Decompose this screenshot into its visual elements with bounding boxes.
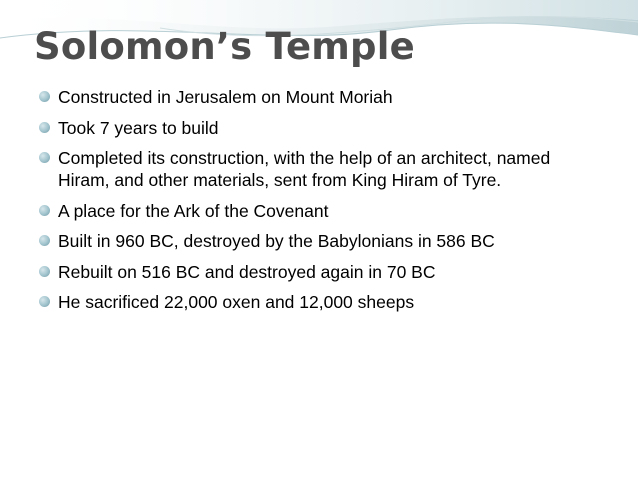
bullet-text: Took 7 years to build [58,117,219,138]
bullet-item [39,117,599,139]
bullet-item [39,230,599,252]
bullet-text: He sacrificed 22,000 oxen and 12,000 sheeps [58,292,415,312]
bullet-item [39,200,599,222]
slide-title: Solomon’s Temple [34,25,415,68]
bullet-item [39,86,599,108]
bullet-dot-icon [39,122,50,133]
bullet-dot-icon [39,152,50,163]
bullet-text: Built in 960 BC, destroyed by the Babylonians in 586 BC [58,231,495,251]
bullet-text: Constructed in Jerusalem on Mount Moriah [58,87,393,107]
bullet-item [39,261,599,283]
bullet-list [39,86,599,322]
bullet-dot-icon [39,205,50,216]
bullet-dot-icon [39,235,50,246]
bullet-dot-icon [39,296,50,307]
bullet-text: Completed its construction, with the help of an architect, named Hiram, and other materials, sent from King Hiram of Tyre. [58,148,551,190]
bullet-dot-icon [39,91,50,102]
bullet-text: Rebuilt on 516 BC and destroyed again in 70 BC [58,261,436,282]
bullet-dot-icon [39,266,50,277]
bullet-text: A place for the Ark of the Covenant [58,200,329,221]
bullet-item [39,147,599,191]
bullet-item [39,291,599,313]
